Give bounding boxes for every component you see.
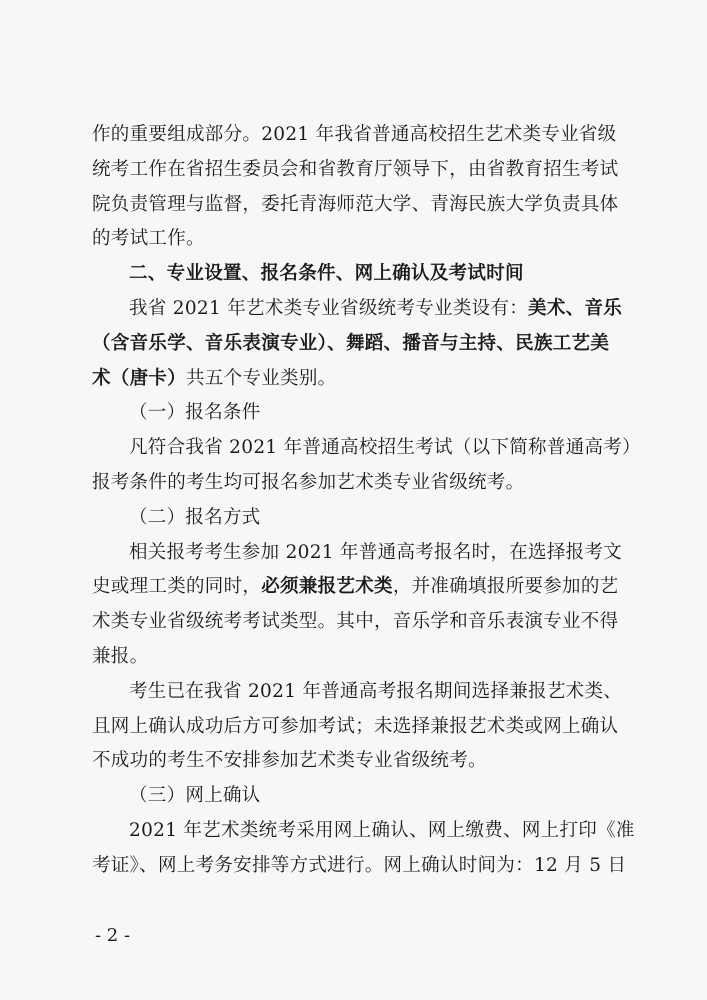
paragraph-line: 考证》、网上考务安排等方式进行。网上确认时间为：12 月 5 日 [92, 854, 627, 876]
bold-text-run: 美术、音乐 [528, 297, 623, 319]
page-number: - 2 - [95, 925, 131, 946]
paragraph-line: 且网上确认成功后方可参加考试；未选择兼报艺术类或网上确认 [92, 715, 619, 737]
subsection-heading: （一）报名条件 [129, 402, 261, 424]
bold-paragraph-line: （含音乐学、音乐表演专业）、舞蹈、播音与主持、民族工艺美 [92, 332, 610, 354]
paragraph-line: 院负责管理与监督，委托青海师范大学、青海民族大学负责具体 [92, 193, 619, 215]
subsection-heading: （三）网上确认 [129, 785, 261, 807]
bold-text-run: 术（唐卡） [92, 367, 187, 389]
text-run: 共五个专业类别。 [186, 367, 337, 389]
paragraph-line [92, 570, 622, 605]
paragraph-line: 2021 年艺术类统考采用网上确认、网上缴费、网上打印《准 [129, 819, 635, 841]
section-heading: 二、专业设置、报名条件、网上确认及考试时间 [129, 263, 524, 285]
paragraph-line: 不成功的考生不安排参加艺术类专业省级统考。 [92, 750, 487, 772]
text-run: 我省 2021 年艺术类专业省级统考专业类设有： [129, 297, 529, 319]
paragraph-line [92, 292, 622, 327]
paragraph-line: 报考条件的考生均可报名参加艺术类专业省级统考。 [92, 471, 525, 493]
paragraph-line [92, 362, 622, 397]
paragraph-line: 相关报考考生参加 2021 年普通高考报名时，在选择报考文 [129, 541, 623, 563]
subsection-heading: （二）报名方式 [129, 506, 261, 528]
bold-text-run: 必须兼报艺术类 [261, 576, 393, 598]
paragraph-line: 术类专业省级统考考试类型。其中，音乐学和音乐表演专业不得 [92, 611, 619, 633]
paragraph-line: 考生已在我省 2021 年普通高考报名期间选择兼报艺术类、 [129, 680, 623, 702]
paragraph-line: 统考工作在省招生委员会和省教育厅领导下，由省教育招生考试 [92, 158, 619, 180]
text-run: ，并准确填报所要参加的艺 [392, 576, 619, 598]
paragraph-line: 的考试工作。 [92, 228, 205, 250]
document-body [92, 118, 641, 884]
paragraph-line: 凡符合我省 2021 年普通高校招生考试（以下简称普通高考） [129, 437, 641, 459]
paragraph-line: 作的重要组成部分。2021 年我省普通高校招生艺术类专业省级 [92, 124, 617, 145]
paragraph-line: 兼报。 [92, 645, 149, 667]
text-run: 史或理工类的同时， [92, 576, 262, 598]
